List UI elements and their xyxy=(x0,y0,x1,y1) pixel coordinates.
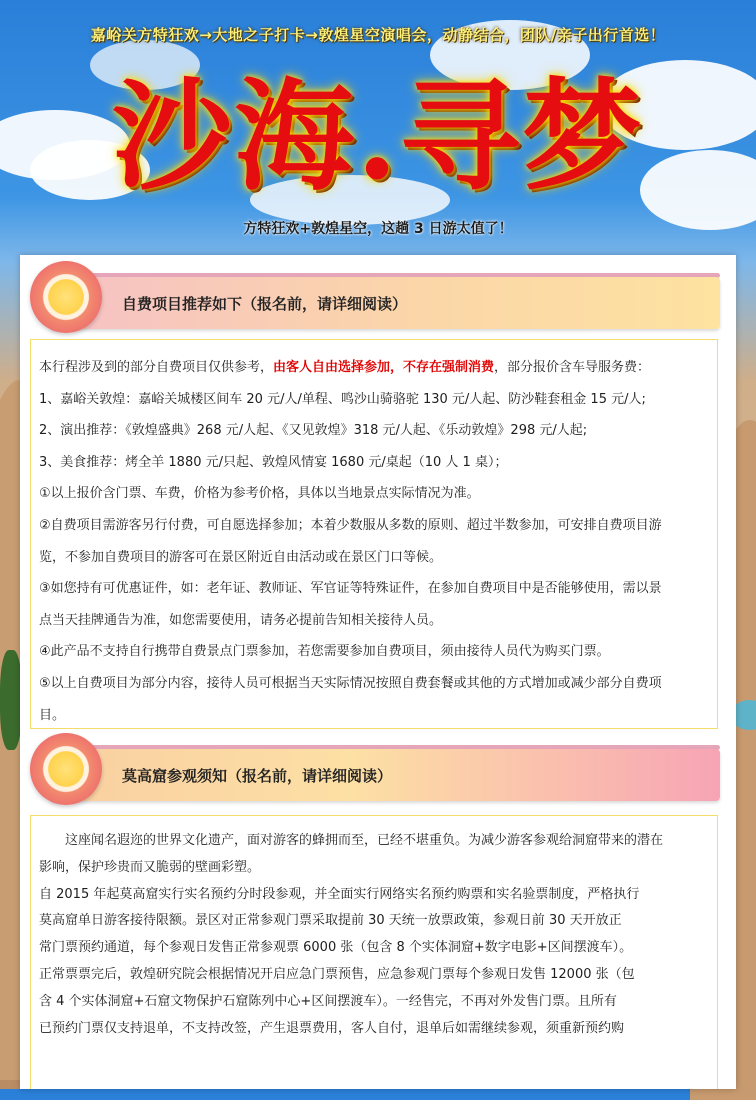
mogao-notice xyxy=(30,815,718,1089)
paragraph-line: 莫高窟单日游客接待限额。景区对正常参观门票采取提前 30 天统一放票政策，参观日前 30 天开放正 xyxy=(39,913,622,929)
section-title: 莫高窟参观须知（报名前，请详细阅读） xyxy=(122,767,393,785)
circle-badge-icon xyxy=(30,261,102,333)
content-card xyxy=(20,255,736,1089)
list-item: ④此产品不支持自行携带自费景点门票参加，若您需要参加自费项目，须由接待人员代为购买门票。 xyxy=(39,644,610,660)
paragraph-line: 含 4 个实体洞窟+石窟文物保护石窟陈列中心+区间摆渡车）。一经售完，不再对外发售门票。且所有 xyxy=(39,993,617,1009)
intro-paragraph xyxy=(39,352,709,384)
paragraph-line: 影响，保护珍贵而又脆弱的壁画彩塑。 xyxy=(39,859,261,875)
section-title: 自费项目推荐如下（报名前，请详细阅读） xyxy=(122,295,408,313)
paragraph-line: 已预约门票仅支持退单，不支持改签，产生退票费用，客人自付，退单后如需继续参观，须重新预约购 xyxy=(39,1020,625,1036)
self-pay-notice xyxy=(30,339,718,729)
banner-title: 沙海.寻梦 xyxy=(112,66,644,207)
list-item: 览，不参加自费项目的游客可在景区附近自由活动或在景区门口等候。 xyxy=(39,549,443,565)
list-item: ②自费项目需游客另行付费，可自愿选择参加；本着少数服从多数的原则、超过半数参加，可安排自费项目游 xyxy=(39,517,662,533)
list-item: 1、嘉峪关敦煌：嘉峪关城楼区间车 20 元/人/单程、鸣沙山骑骆驼 130 元/人起、防沙鞋套租金 15 元/人; xyxy=(39,391,646,407)
banner-subline: 方特狂欢+敦煌星空，这趟 3 日游太值了！ xyxy=(243,221,513,237)
section-header-self-pay xyxy=(30,261,720,327)
banner xyxy=(0,0,756,255)
paragraph-line: 常门票预约通道，每个参观日发售正常参观票 6000 张（包含 8 个实体洞窟+数字电影+区间摆渡车）。 xyxy=(39,940,633,956)
paragraph-line: 自 2015 年起莫高窟实行实名预约分时段参观，并全面实行网络实名预约购票和实名验票制度，严格执行 xyxy=(39,886,640,902)
circle-badge-icon xyxy=(30,733,102,805)
list-item: ⑤以上自费项目为部分内容，接待人员可根据当天实际情况按照自费套餐或其他的方式增加或减少部分自费项 xyxy=(39,675,662,691)
tree-decoration xyxy=(0,650,22,750)
paragraph-line: 正常票票完后，敦煌研究院会根据情况开启应急门票预售，应急参观门票每个参观日发售 12000 张（包 xyxy=(39,966,635,982)
list-item: 3、美食推荐：烤全羊 1880 元/只起、敦煌风情宴 1680 元/桌起（10 人 1 桌）； xyxy=(39,454,508,470)
list-item: 2、演出推荐：《敦煌盛典》268 元/人起、《又见敦煌》318 元/人起、《乐动敦煌》298 元/人起; xyxy=(39,423,588,439)
section-header-mogao xyxy=(30,733,720,799)
intro-text: ，部分报价含车导服务费： xyxy=(494,360,651,375)
intro-text: 本行程涉及到的部分自费项目仅供参考， xyxy=(39,360,274,375)
list-item: ①以上报价含门票、车费，价格为参考价格，具体以当地景点实际情况为准。 xyxy=(39,486,480,502)
paragraph-line: 这座闻名遐迩的世界文化遗产，面对游客的蜂拥而至，已经不堪重负。为减少游客参观给洞窟带来的潜在 xyxy=(39,833,664,848)
banner-topline: 嘉峪关方特狂欢→大地之子打卡→敦煌星空演唱会，动静结合，团队/亲子出行首选！ xyxy=(90,26,666,44)
list-item: 目。 xyxy=(39,707,66,723)
list-item: ③如您持有可优惠证件，如：老年证、教师证、军官证等特殊证件，在参加自费项目中是否能够使用，需以景 xyxy=(39,581,662,597)
highlight-text: 由客人自由选择参加，不存在强制消费 xyxy=(273,360,495,375)
list-item: 点当天挂牌通告为准，如您需要使用，请务必提前告知相关接待人员。 xyxy=(39,612,443,628)
